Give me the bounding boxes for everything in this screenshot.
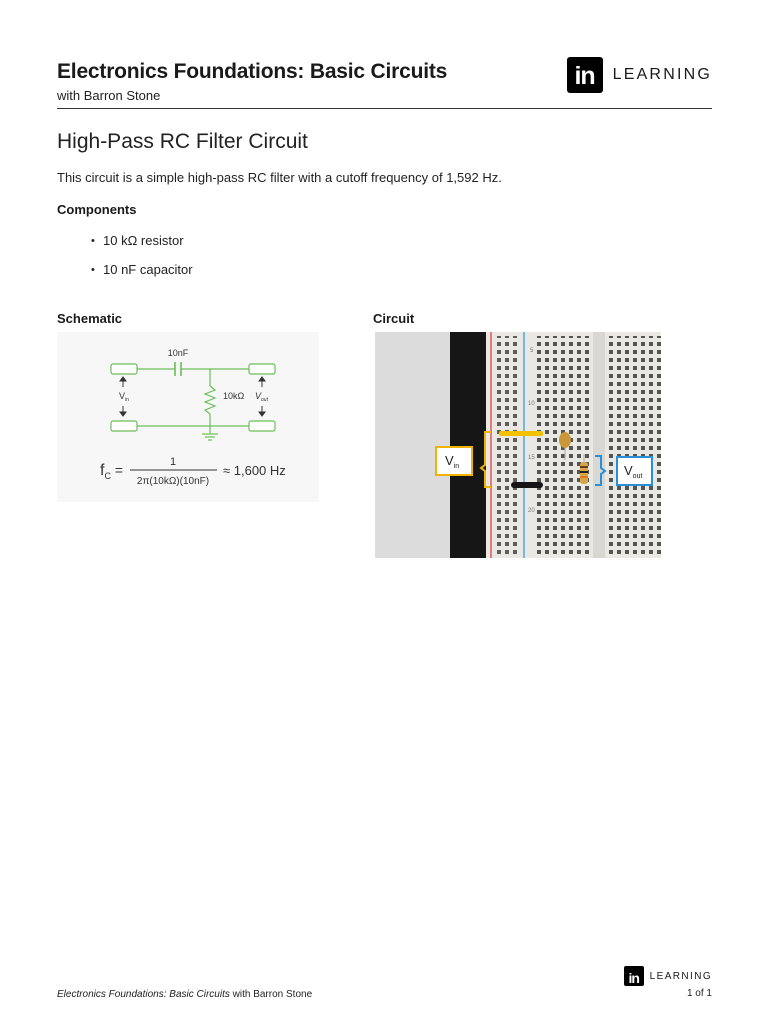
vout-callout-label: $V_{out}$ xyxy=(624,463,643,480)
row-label: 5 xyxy=(530,348,534,354)
resistor-label: 10kΩ xyxy=(223,391,245,401)
components-list xyxy=(91,233,193,291)
list-item xyxy=(91,262,193,291)
breadboard-illustration xyxy=(375,332,661,558)
footer-author: with Barron Stone xyxy=(229,989,313,1000)
capacitor-label: 10nF xyxy=(167,348,189,358)
black-jumper-wire xyxy=(511,482,543,488)
linkedin-in-icon: in xyxy=(567,57,603,93)
row-label: 10 xyxy=(528,401,535,407)
schematic-diagram xyxy=(57,332,319,502)
formula-result: ≈ 1,600 Hz xyxy=(223,463,286,478)
learning-wordmark: LEARNING xyxy=(649,970,712,982)
page-title: High-Pass RC Filter Circuit xyxy=(57,130,308,153)
yellow-jumper-wire xyxy=(499,431,543,436)
vin-callout xyxy=(436,447,472,475)
component-label: 10 nF capacitor xyxy=(103,262,193,277)
bullet-icon: • xyxy=(91,235,95,247)
linkedin-learning-logo xyxy=(567,57,712,93)
footer-course-credit xyxy=(57,989,312,1000)
schematic-heading: Schematic xyxy=(57,311,123,326)
page-number: 1 of 1 xyxy=(686,988,712,999)
schematic-figure xyxy=(57,332,319,502)
footer-linkedin-learning-logo xyxy=(624,966,712,986)
circuit-photo xyxy=(375,332,661,558)
course-title: Electronics Foundations: Basic Circuits xyxy=(57,60,448,83)
formula-denominator: 2π(10kΩ)(10nF) xyxy=(136,476,210,487)
linkedin-in-icon: in xyxy=(624,966,644,986)
vin-label: $V_{in}$ xyxy=(119,391,129,403)
circuit-heading: Circuit xyxy=(373,311,415,326)
course-author: with Barron Stone xyxy=(57,88,161,103)
intro-paragraph: This circuit is a simple high-pass RC filter with a cutoff frequency of 1,592 Hz. xyxy=(57,170,502,185)
learning-wordmark: LEARNING xyxy=(612,66,712,83)
bullet-icon: • xyxy=(91,264,95,276)
row-label: 20 xyxy=(528,508,535,514)
vout-callout xyxy=(617,457,652,485)
vout-label: $V_{out}$ xyxy=(255,391,268,403)
row-label: 15 xyxy=(528,455,535,461)
header-divider xyxy=(57,108,712,109)
vin-callout-label: $V_{in}$ xyxy=(445,453,460,470)
components-heading: Components xyxy=(57,202,137,217)
component-label: 10 kΩ resistor xyxy=(103,233,184,248)
footer-course-title: Electronics Foundations: Basic Circuits xyxy=(57,989,230,1000)
capacitor-component xyxy=(559,432,571,448)
formula-lhs: $f_C$ = xyxy=(100,462,124,481)
list-item xyxy=(91,233,193,262)
formula-numerator: 1 xyxy=(169,456,177,468)
